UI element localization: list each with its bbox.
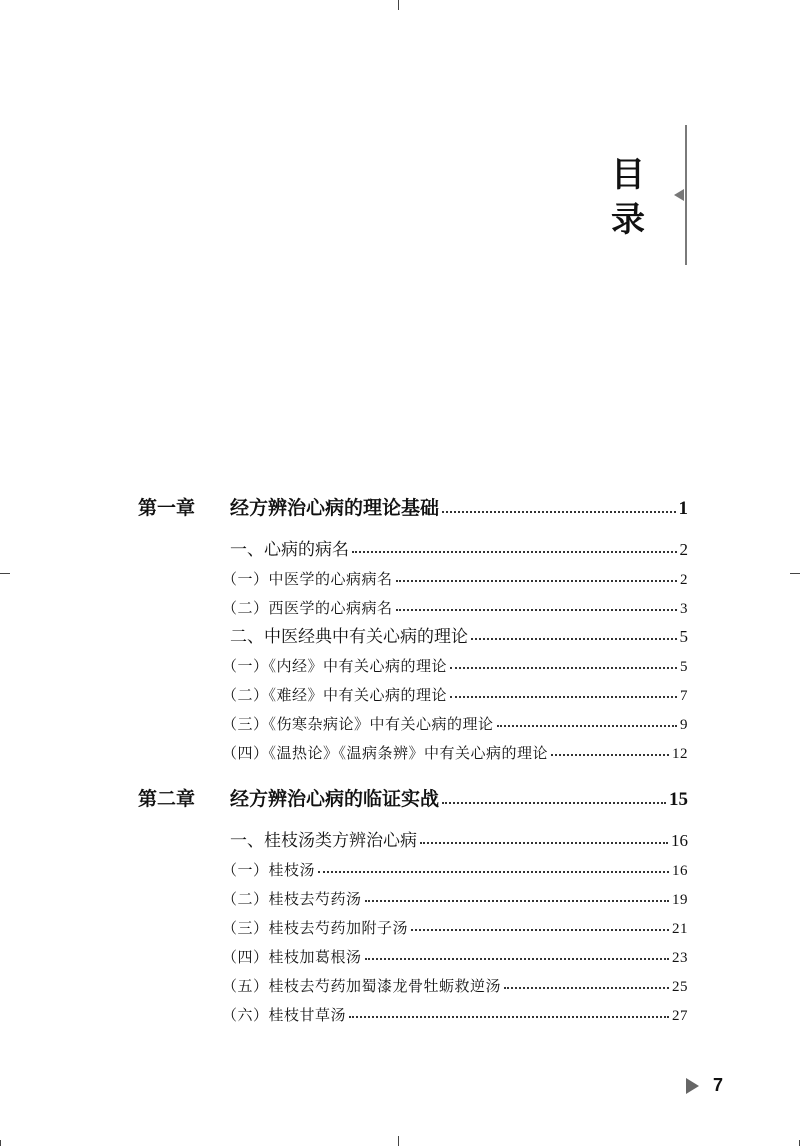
dot-leader <box>365 958 669 960</box>
page-number: 21 <box>672 921 688 937</box>
entry-text: （一）桂枝汤 <box>222 861 316 879</box>
toc-entry[interactable] <box>222 912 688 938</box>
footer-arrow-icon <box>686 1078 699 1094</box>
chapter-title: 经方辨治心病的临证实战 <box>230 788 440 810</box>
toc-entry[interactable] <box>230 825 688 851</box>
entry-text: （五）桂枝去芍药加蜀漆龙骨牡蛎救逆汤 <box>222 977 502 995</box>
dot-leader <box>504 987 669 989</box>
page-number: 16 <box>671 831 688 850</box>
toc-entry[interactable] <box>222 854 688 880</box>
toc-entry[interactable] <box>222 970 688 996</box>
page-number: 12 <box>672 746 688 762</box>
entry-text: （二）桂枝去芍药汤 <box>222 890 362 908</box>
heading-char-2: 录 <box>611 200 645 240</box>
dot-leader <box>396 609 677 611</box>
page-number: 2 <box>680 572 688 588</box>
toc-entry[interactable] <box>222 883 688 909</box>
entry-text: （三）《伤寒杂病论》中有关心病的理论 <box>222 715 494 733</box>
entry-text: （四）《温热论》《温病条辨》中有关心病的理论 <box>222 744 549 762</box>
toc-entry[interactable] <box>222 708 688 734</box>
footer-page-number: 7 <box>713 1075 724 1095</box>
entry-text: （四）桂枝加葛根汤 <box>222 948 362 966</box>
heading-char-1: 目 <box>611 155 645 195</box>
page-number: 15 <box>669 789 688 810</box>
entry-text: （一）《内经》中有关心病的理论 <box>222 657 448 675</box>
toc-entry[interactable] <box>222 592 688 618</box>
dot-leader <box>365 900 669 902</box>
dot-leader <box>497 725 677 727</box>
page-number: 3 <box>680 601 688 617</box>
entry-text: 二、中医经典中有关心病的理论 <box>230 627 468 647</box>
page-number: 16 <box>672 863 688 879</box>
page-number: 23 <box>672 950 688 966</box>
dot-leader <box>352 551 677 553</box>
page-number: 5 <box>679 627 688 646</box>
page-number: 9 <box>680 717 688 733</box>
dot-leader <box>551 754 669 756</box>
toc-entry[interactable] <box>222 563 688 589</box>
dot-leader <box>450 696 677 698</box>
dot-leader <box>411 929 669 931</box>
toc-chapter-2[interactable] <box>138 785 688 811</box>
dot-leader <box>420 842 668 844</box>
toc-entry[interactable] <box>222 737 688 763</box>
page-number: 25 <box>672 979 688 995</box>
page-number: 1 <box>678 498 688 519</box>
chapter-label: 第一章 <box>138 497 196 519</box>
dot-leader <box>396 580 677 582</box>
page-number: 7 <box>680 688 688 704</box>
entry-text: 一、桂枝汤类方辨治心病 <box>230 831 417 851</box>
dot-leader <box>349 1016 669 1018</box>
toc-entry[interactable] <box>222 999 688 1025</box>
toc-entry[interactable] <box>222 679 688 705</box>
entry-text: 一、心病的病名 <box>230 540 349 560</box>
page-number: 19 <box>672 892 688 908</box>
entry-text: （二）西医学的心病病名 <box>222 599 393 617</box>
dot-leader <box>471 638 677 640</box>
toc-entry[interactable] <box>222 941 688 967</box>
page-footer <box>686 1075 723 1096</box>
toc-chapter-1[interactable] <box>138 494 688 520</box>
toc-entry[interactable] <box>222 650 688 676</box>
page-number: 2 <box>679 540 688 559</box>
dot-leader <box>318 871 669 873</box>
dot-leader <box>442 802 666 804</box>
toc-entry[interactable] <box>230 621 688 647</box>
entry-text: （六）桂枝甘草汤 <box>222 1006 347 1024</box>
entry-text: （二）《难经》中有关心病的理论 <box>222 686 448 704</box>
entry-text: （三）桂枝去芍药加附子汤 <box>222 919 409 937</box>
page-number: 27 <box>672 1008 688 1024</box>
chapter-title: 经方辨治心病的理论基础 <box>230 497 440 519</box>
dot-leader <box>450 667 677 669</box>
page-number: 5 <box>680 659 688 675</box>
toc-entry[interactable] <box>230 534 688 560</box>
entry-text: （一）中医学的心病病名 <box>222 570 393 588</box>
chapter-label: 第二章 <box>138 788 196 810</box>
dot-leader <box>442 511 675 513</box>
